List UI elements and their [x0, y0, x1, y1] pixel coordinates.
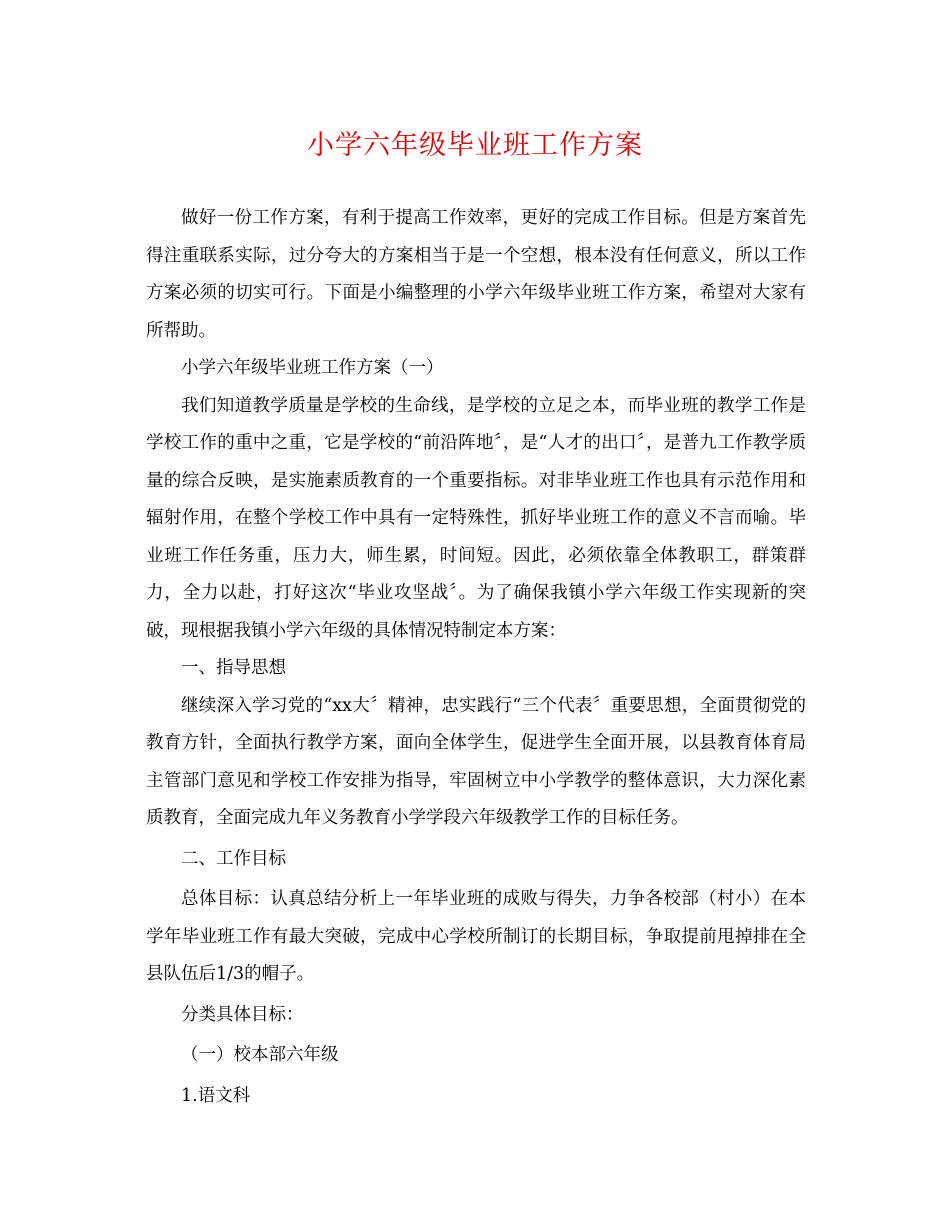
guiding-ideology-paragraph: 继续深入学习党的“xx大〞精神，忠实践行“三个代表〞重要思想，全面贯彻党的教育方针，全面执行教学方案，面向全体学生，促进学生全面开展，以县教育体育局主管部门意见和学校工作安排为指导，牢固树立中小学教学的整体意识，大力深化素质教育，全面完成九年义务教育小学学段六年级教学工作的目标任务。	[146, 695, 806, 828]
document-title: 小学六年级毕业班工作方案	[307, 130, 643, 161]
subsection-main-campus-grade-six: （一）校本部六年级	[181, 1045, 339, 1065]
section-heading-guiding-ideology: 一、指导思想	[181, 658, 286, 678]
subject-chinese-heading: 1.语文科	[181, 1085, 251, 1106]
plan-one-heading: 小学六年级毕业班工作方案（一）	[181, 358, 444, 378]
intro-paragraph: 做好一份工作方案，有利于提高工作效率，更好的完成工作目标。但是方案首先得注重联系实际，过分夸大的方案相当于是一个空想，根本没有任何意义，所以工作方案必须的切实可行。下面是小编整理的小学六年级毕业班工作方案，希望对大家有所帮助。	[146, 208, 806, 341]
background-paragraph: 我们知道教学质量是学校的生命线，是学校的立足之本，而毕业班的教学工作是学校工作的重中之重，它是学校的“前沿阵地〞，是“人才的出口〞，是普九工作教学质量的综合反映，是实施素质教育的一个重要指标。对非毕业班工作也具有示范作用和辐射作用，在整个学校工作中具有一定特殊性，抓好毕业班工作的意义不言而喻。毕业班工作任务重，压力大，师生累，时间短。因此，必须依靠全体教职工，群策群力，全力以赴，打好这次“毕业攻坚战〞。为了确保我镇小学六年级工作实现新的突破，现根据我镇小学六年级的具体情况特制定本方案：	[146, 395, 806, 641]
document-body	[146, 200, 806, 1115]
overall-goal-paragraph: 总体目标：认真总结分析上一年毕业班的成败与得失，力争各校部（村小）在本学年毕业班工作有最大突破，完成中心学校所制订的长期目标，争取提前甩掉排在全县队伍后1/3的帽子。	[146, 889, 806, 984]
section-heading-work-goals: 二、工作目标	[181, 848, 286, 869]
specific-goals-label: 分类具体目标：	[181, 1004, 304, 1025]
